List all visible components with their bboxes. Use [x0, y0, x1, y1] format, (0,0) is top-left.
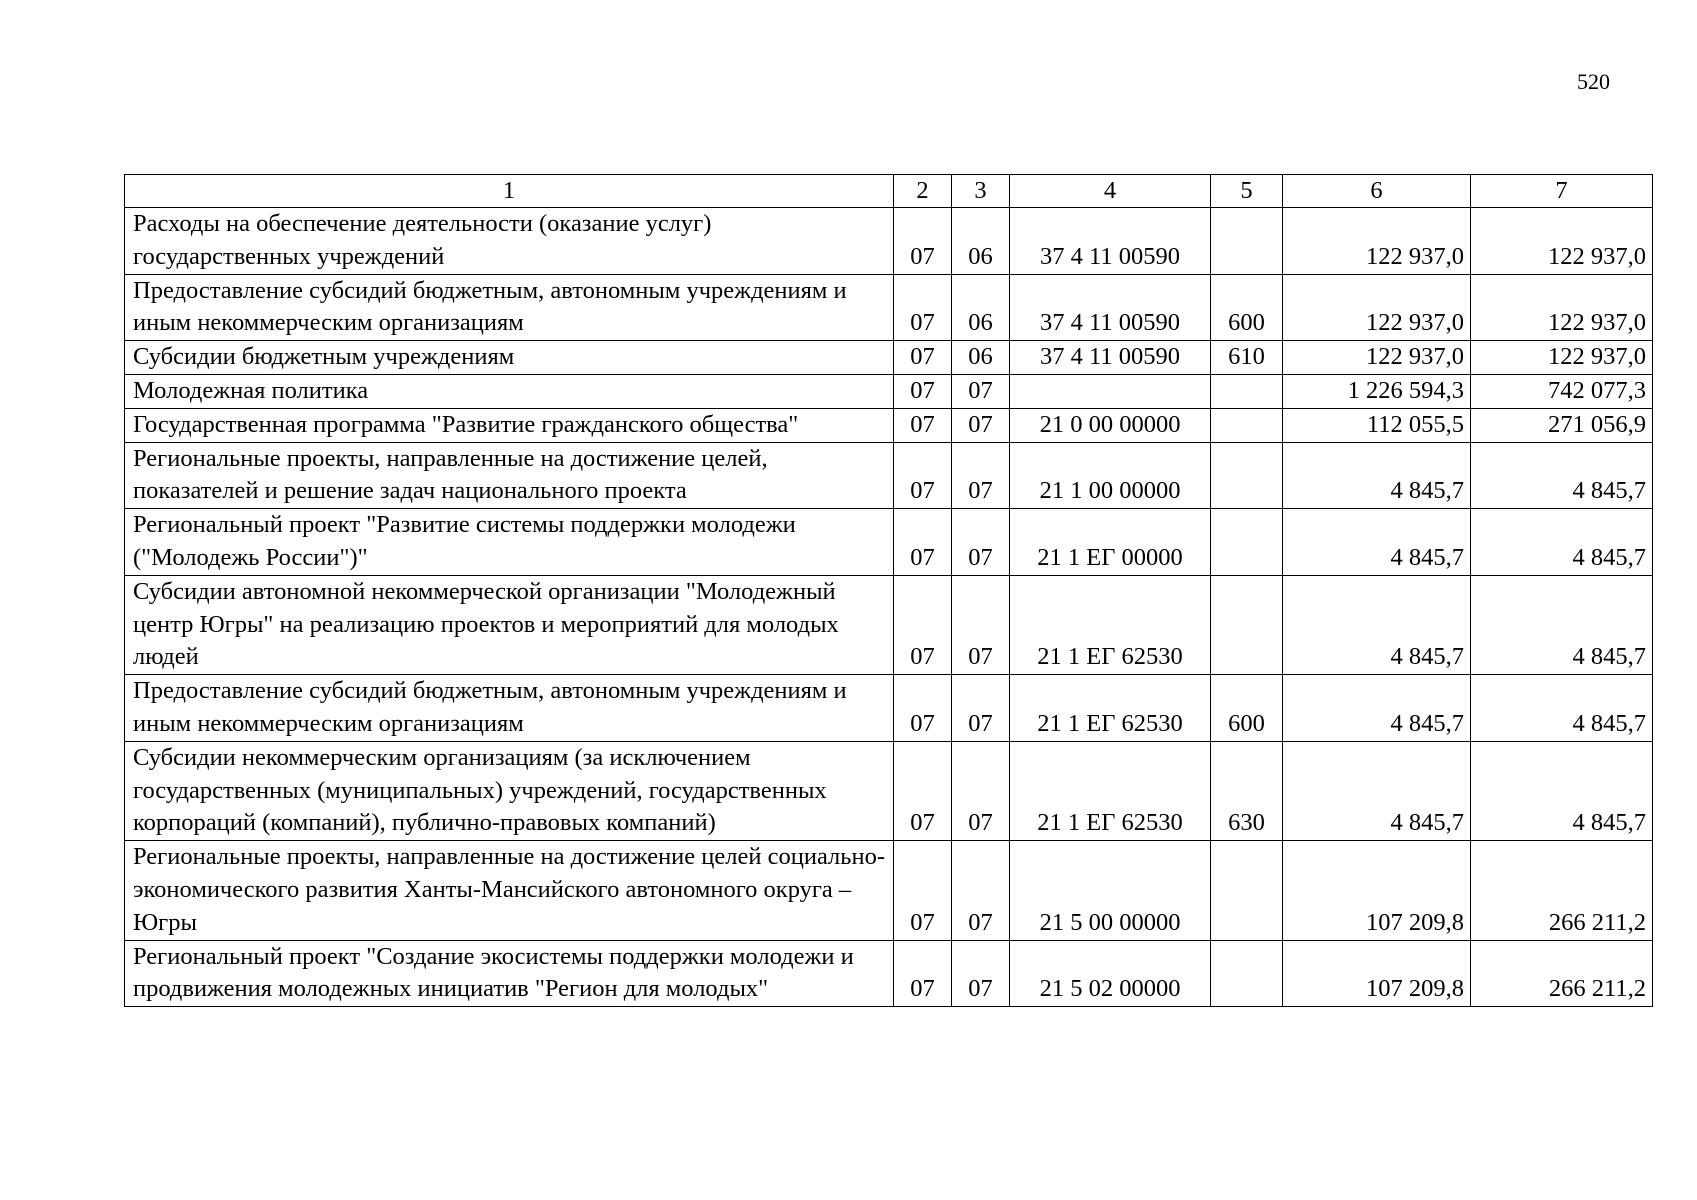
- cell-section: 07: [894, 509, 952, 576]
- cell-section: 07: [894, 741, 952, 840]
- cell-amount-col6: 122 937,0: [1283, 341, 1471, 375]
- cell-amount-col7: 4 845,7: [1471, 675, 1653, 742]
- cell-amount-col7: 122 937,0: [1471, 274, 1653, 341]
- cell-subsection: 06: [952, 208, 1010, 275]
- header-cell-1: 1: [125, 175, 894, 208]
- cell-section: 07: [894, 442, 952, 509]
- cell-subsection: 07: [952, 741, 1010, 840]
- cell-section: 07: [894, 374, 952, 408]
- cell-amount-col7: 122 937,0: [1471, 208, 1653, 275]
- header-cell-7: 7: [1471, 175, 1653, 208]
- cell-subsection: 07: [952, 374, 1010, 408]
- cell-amount-col6: 4 845,7: [1283, 675, 1471, 742]
- cell-subsection: 06: [952, 341, 1010, 375]
- cell-amount-col7: 742 077,3: [1471, 374, 1653, 408]
- cell-expense-type: [1211, 442, 1283, 509]
- cell-amount-col7: 4 845,7: [1471, 575, 1653, 674]
- cell-amount-col7: 4 845,7: [1471, 741, 1653, 840]
- cell-expense-type: [1211, 841, 1283, 940]
- cell-target-article: 21 1 ЕГ 62530: [1010, 741, 1211, 840]
- cell-expense-type: [1211, 940, 1283, 1007]
- cell-expense-type: [1211, 408, 1283, 442]
- cell-amount-col7: 122 937,0: [1471, 341, 1653, 375]
- table-row: [125, 509, 1653, 576]
- header-row: [125, 175, 1653, 208]
- table-row: [125, 575, 1653, 674]
- cell-amount-col6: 107 209,8: [1283, 940, 1471, 1007]
- cell-target-article: 21 0 00 00000: [1010, 408, 1211, 442]
- cell-section: 07: [894, 274, 952, 341]
- cell-subsection: 07: [952, 509, 1010, 576]
- cell-amount-col6: 4 845,7: [1283, 575, 1471, 674]
- header-cell-4: 4: [1010, 175, 1211, 208]
- cell-name: Региональный проект "Развитие системы поддержки молодежи ("Молодежь России")": [125, 509, 894, 576]
- cell-target-article: 37 4 11 00590: [1010, 208, 1211, 275]
- cell-subsection: 07: [952, 940, 1010, 1007]
- cell-amount-col6: 122 937,0: [1283, 208, 1471, 275]
- cell-target-article: [1010, 374, 1211, 408]
- cell-subsection: 07: [952, 841, 1010, 940]
- cell-target-article: 37 4 11 00590: [1010, 274, 1211, 341]
- cell-subsection: 06: [952, 274, 1010, 341]
- cell-amount-col6: 4 845,7: [1283, 509, 1471, 576]
- cell-amount-col6: 1 226 594,3: [1283, 374, 1471, 408]
- cell-amount-col7: 271 056,9: [1471, 408, 1653, 442]
- cell-subsection: 07: [952, 408, 1010, 442]
- cell-target-article: 21 5 02 00000: [1010, 940, 1211, 1007]
- table-row: [125, 841, 1653, 940]
- cell-target-article: 21 5 00 00000: [1010, 841, 1211, 940]
- cell-name: Субсидии автономной некоммерческой организации "Молодежный центр Югры" на реализацию проектов и мероприятий для молодых людей: [125, 575, 894, 674]
- cell-section: 07: [894, 940, 952, 1007]
- cell-target-article: 21 1 ЕГ 62530: [1010, 575, 1211, 674]
- header-cell-6: 6: [1283, 175, 1471, 208]
- cell-amount-col7: 4 845,7: [1471, 509, 1653, 576]
- cell-target-article: 21 1 ЕГ 62530: [1010, 675, 1211, 742]
- cell-expense-type: [1211, 374, 1283, 408]
- budget-table-body: [125, 175, 1653, 1007]
- header-cell-3: 3: [952, 175, 1010, 208]
- cell-amount-col6: 4 845,7: [1283, 442, 1471, 509]
- cell-expense-type: [1211, 208, 1283, 275]
- cell-expense-type: [1211, 575, 1283, 674]
- cell-amount-col7: 266 211,2: [1471, 841, 1653, 940]
- table-row: [125, 208, 1653, 275]
- cell-name: Предоставление субсидий бюджетным, автономным учреждениям и иным некоммерческим организациям: [125, 675, 894, 742]
- cell-amount-col6: 122 937,0: [1283, 274, 1471, 341]
- table-row: [125, 341, 1653, 375]
- table-row: [125, 408, 1653, 442]
- cell-section: 07: [894, 208, 952, 275]
- table-row: [125, 741, 1653, 840]
- cell-amount-col6: 4 845,7: [1283, 741, 1471, 840]
- cell-expense-type: 630: [1211, 741, 1283, 840]
- cell-section: 07: [894, 341, 952, 375]
- header-cell-5: 5: [1211, 175, 1283, 208]
- cell-amount-col7: 266 211,2: [1471, 940, 1653, 1007]
- cell-name: Молодежная политика: [125, 374, 894, 408]
- table-row: [125, 675, 1653, 742]
- table-row: [125, 442, 1653, 509]
- cell-target-article: 37 4 11 00590: [1010, 341, 1211, 375]
- cell-expense-type: 600: [1211, 274, 1283, 341]
- table-row: [125, 940, 1653, 1007]
- cell-name: Региональный проект "Создание экосистемы поддержки молодежи и продвижения молодежных инициатив "Регион для молодых": [125, 940, 894, 1007]
- cell-amount-col6: 107 209,8: [1283, 841, 1471, 940]
- cell-name: Субсидии бюджетным учреждениям: [125, 341, 894, 375]
- cell-name: Предоставление субсидий бюджетным, автономным учреждениям и иным некоммерческим организациям: [125, 274, 894, 341]
- header-cell-2: 2: [894, 175, 952, 208]
- cell-section: 07: [894, 575, 952, 674]
- cell-expense-type: 610: [1211, 341, 1283, 375]
- cell-amount-col6: 112 055,5: [1283, 408, 1471, 442]
- table-row: [125, 274, 1653, 341]
- cell-subsection: 07: [952, 675, 1010, 742]
- cell-target-article: 21 1 ЕГ 00000: [1010, 509, 1211, 576]
- budget-table: [124, 174, 1653, 1007]
- cell-expense-type: [1211, 509, 1283, 576]
- cell-target-article: 21 1 00 00000: [1010, 442, 1211, 509]
- cell-expense-type: 600: [1211, 675, 1283, 742]
- cell-section: 07: [894, 675, 952, 742]
- cell-subsection: 07: [952, 575, 1010, 674]
- cell-amount-col7: 4 845,7: [1471, 442, 1653, 509]
- cell-name: Региональные проекты, направленные на достижение целей, показателей и решение задач национального проекта: [125, 442, 894, 509]
- cell-name: Государственная программа "Развитие гражданского общества": [125, 408, 894, 442]
- page-number: 520: [1577, 69, 1610, 94]
- cell-name: Региональные проекты, направленные на достижение целей социально-экономического развития Ханты-Мансийского автономного округа – Югры: [125, 841, 894, 940]
- cell-section: 07: [894, 841, 952, 940]
- cell-name: Субсидии некоммерческим организациям (за исключением государственных (муниципальных) учреждений, государственных корпораций (компаний), публично-правовых компаний): [125, 741, 894, 840]
- table-row: [125, 374, 1653, 408]
- cell-subsection: 07: [952, 442, 1010, 509]
- cell-name: Расходы на обеспечение деятельности (оказание услуг) государственных учреждений: [125, 208, 894, 275]
- cell-section: 07: [894, 408, 952, 442]
